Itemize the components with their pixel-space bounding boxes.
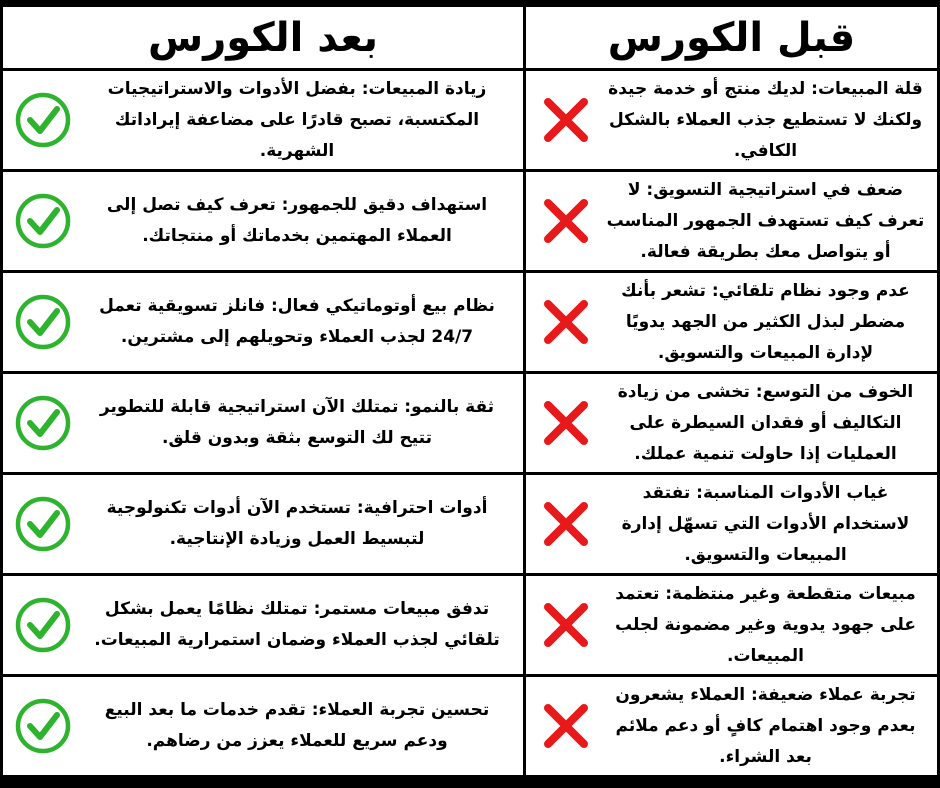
after-cell (3, 172, 523, 270)
before-cell (526, 475, 937, 573)
before-cell (526, 273, 937, 371)
cross-icon (536, 292, 596, 352)
after-cell (3, 677, 523, 775)
check-icon (13, 90, 73, 150)
before-text: غياب الأدوات المناسبة: تفتقد لاستخدام الأدوات التي تسهّل إدارة المبيعات والتسويق. (621, 482, 910, 565)
after-cell (3, 475, 523, 573)
after-cell (3, 273, 523, 371)
after-text: أدوات احترافية: تستخدم الآن أدوات تكنولوجية لتبسيط العمل وزيادة الإنتاجية. (106, 498, 488, 549)
before-cell (526, 576, 937, 674)
cross-icon (536, 696, 596, 756)
after-cell (3, 71, 523, 169)
before-text: تجربة عملاء ضعيفة: العملاء يشعرون بعدم وجود اهتمام كافٍ أو دعم ملائم بعد الشراء. (615, 684, 916, 767)
after-text: زيادة المبيعات: بفضل الأدوات والاستراتيجيات المكتسبة، تصبح قادرًا على مضاعفة إيراداتك الشهرية. (107, 78, 487, 161)
before-text: الخوف من التوسع: تخشى من زيادة التكاليف أو فقدان السيطرة على العمليات إذا حاولت تنمية عملك. (617, 381, 914, 464)
cross-icon (536, 595, 596, 655)
before-cell (526, 71, 937, 169)
after-text: استهداف دقيق للجمهور: تعرف كيف تصل إلى العملاء المهتمين بخدماتك أو منتجاتك. (106, 195, 488, 246)
check-icon (13, 191, 73, 251)
before-cell (526, 677, 937, 775)
check-icon (13, 696, 73, 756)
after-text: ثقة بالنمو: تمتلك الآن استراتيجية قابلة للتطوير تتيح لك التوسع بثقة وبدون قلق. (99, 397, 495, 448)
cross-icon (536, 494, 596, 554)
after-cell (3, 576, 523, 674)
check-icon (13, 595, 73, 655)
after-text: تدفق مبيعات مستمر: تمتلك نظامًا يعمل بشكل تلقائي لجذب العملاء وضمان استمرارية المبيعات. (94, 599, 500, 650)
before-text: عدم وجود نظام تلقائي: تشعر بأنك مضطر لبذل الكثير من الجهد يدويًا لإدارة المبيعات والتسويق. (621, 280, 910, 363)
check-icon (13, 494, 73, 554)
header-before: قبل الكورس (526, 7, 937, 68)
cross-icon (536, 393, 596, 453)
cross-icon (536, 191, 596, 251)
header-after: بعد الكورس (3, 7, 523, 68)
cross-icon (536, 90, 596, 150)
after-cell (3, 374, 523, 472)
before-text: قلة المبيعات: لديك منتج أو خدمة جيدة ولكنك لا تستطيع جذب العملاء بالشكل الكافي. (608, 78, 923, 161)
comparison-table (3, 7, 937, 785)
before-text: ضعف في استراتيجية التسويق: لا تعرف كيف تستهدف الجمهور المناسب أو يتواصل معك بطريقة فعالة. (606, 179, 925, 262)
check-icon (13, 393, 73, 453)
check-icon (13, 292, 73, 352)
before-cell (526, 374, 937, 472)
after-text: نظام بيع أوتوماتيكي فعال: فانلز تسويقية تعمل 24/7 لجذب العملاء وتحويلهم إلى مشترين. (99, 296, 495, 347)
before-text: مبيعات متقطعة وغير منتظمة: تعتمد على جهود يدوية وغير مضمونة لجلب المبيعات. (615, 583, 916, 666)
before-cell (526, 172, 937, 270)
after-text: تحسين تجربة العملاء: تقدم خدمات ما بعد البيع ودعم سريع للعملاء يعزز من رضاهم. (104, 700, 490, 751)
